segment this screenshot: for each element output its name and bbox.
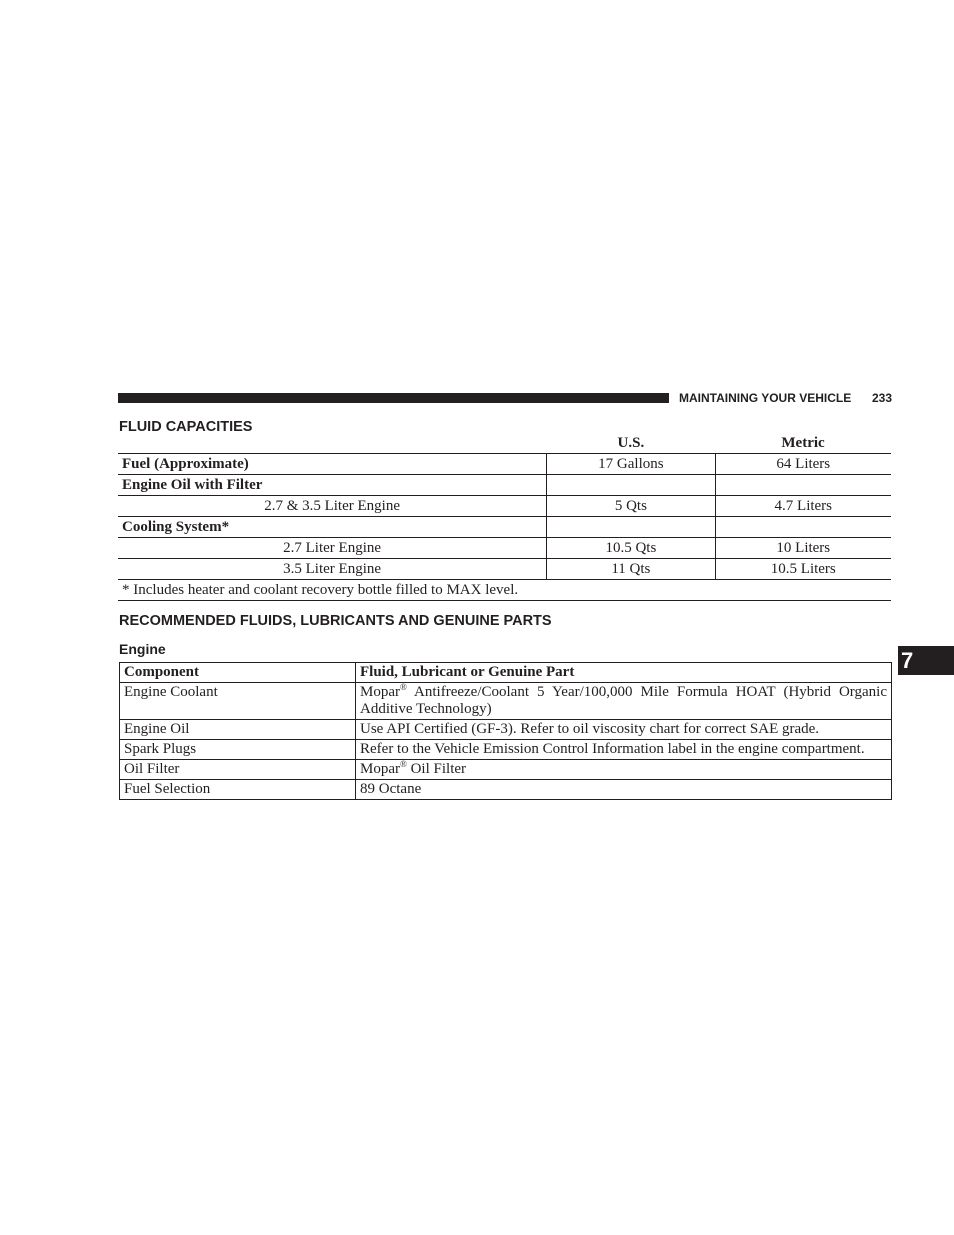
table-row [120, 740, 892, 760]
running-head [679, 390, 892, 406]
row-metric-value [715, 517, 891, 538]
row-us-value: 5 Qts [547, 496, 715, 517]
table-footnote-row [118, 580, 891, 601]
running-head-section: MAINTAINING YOUR VEHICLE [679, 391, 852, 405]
fluid-capacities-table [118, 433, 891, 601]
row-label: Cooling System* [118, 517, 547, 538]
row-metric-value: 10 Liters [715, 538, 891, 559]
page-number: 233 [871, 391, 892, 405]
row-metric-value: 64 Liters [715, 454, 891, 475]
table-row [120, 720, 892, 740]
table-row [120, 683, 892, 720]
row-label: 2.7 Liter Engine [118, 538, 547, 559]
header-rule [118, 393, 669, 403]
fluid-text: Oil Filter [406, 761, 467, 777]
row-metric-value: 10.5 Liters [715, 559, 891, 580]
footnote: * Includes heater and coolant recovery bottle filled to MAX level. [118, 580, 891, 601]
recommended-fluids-title: RECOMMENDED FLUIDS, LUBRICANTS AND GENUINE PARTS [119, 613, 552, 629]
column-header-item [118, 433, 547, 454]
row-us-value: 17 Gallons [547, 454, 715, 475]
chapter-tab: 7 [898, 646, 954, 675]
row-us-value [547, 475, 715, 496]
row-us-value: 11 Qts [547, 559, 715, 580]
fluid-cell [356, 683, 892, 720]
engine-fluids-table [119, 662, 892, 800]
component-cell: Fuel Selection [120, 780, 356, 800]
table-row [118, 559, 891, 580]
fluid-text: Antifreeze/Coolant 5 Year/100,000 Mile Formula HOAT (Hybrid Organic Additive Technology) [360, 684, 887, 717]
brand-name: Mopar [360, 684, 400, 700]
column-header-component: Component [120, 663, 356, 683]
row-label: 2.7 & 3.5 Liter Engine [118, 496, 547, 517]
registered-mark: ® [400, 682, 407, 692]
component-cell: Engine Coolant [120, 683, 356, 720]
row-metric-value: 4.7 Liters [715, 496, 891, 517]
component-cell: Spark Plugs [120, 740, 356, 760]
fluid-cell: 89 Octane [356, 780, 892, 800]
brand-name: Mopar [360, 761, 400, 777]
row-metric-value [715, 475, 891, 496]
table-row [120, 780, 892, 800]
table-row [118, 475, 891, 496]
column-header-us: U.S. [617, 435, 645, 451]
table-header-row [120, 663, 892, 683]
component-cell: Oil Filter [120, 760, 356, 780]
fluid-capacities-title: FLUID CAPACITIES [119, 419, 253, 435]
column-header-metric: Metric [781, 435, 825, 451]
row-us-value [547, 517, 715, 538]
row-label: 3.5 Liter Engine [118, 559, 547, 580]
registered-mark: ® [400, 759, 407, 769]
table-row [118, 496, 891, 517]
table-row [120, 760, 892, 780]
component-cell: Engine Oil [120, 720, 356, 740]
engine-subtitle: Engine [119, 641, 166, 657]
table-row [118, 538, 891, 559]
row-label: Engine Oil with Filter [118, 475, 547, 496]
fluid-cell [356, 760, 892, 780]
fluid-cell: Use API Certified (GF-3). Refer to oil viscosity chart for correct SAE grade. [356, 720, 892, 740]
column-header-fluid: Fluid, Lubricant or Genuine Part [356, 663, 892, 683]
row-us-value: 10.5 Qts [547, 538, 715, 559]
table-row [118, 517, 891, 538]
table-header-row [118, 433, 891, 454]
fluid-cell: Refer to the Vehicle Emission Control Information label in the engine compartment. [356, 740, 892, 760]
row-label: Fuel (Approximate) [118, 454, 547, 475]
table-row [118, 454, 891, 475]
